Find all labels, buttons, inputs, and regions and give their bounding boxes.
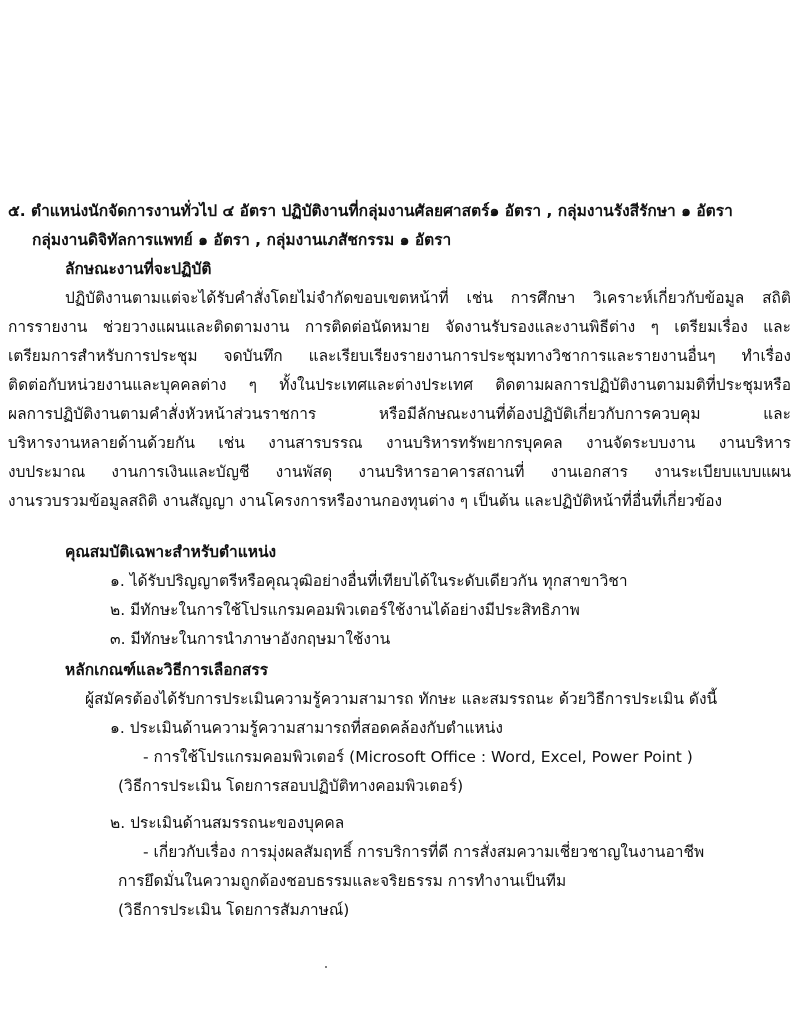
section-heading-line-1: ๕. ตำแหน่งนักจัดการงานทั่วไป ๔ อัตรา ปฏิบัติงานที่กลุ่มงานศัลยศาสตร์๑ อัตรา , กลุ่มงานรังสีรักษา ๑ อัตรา [8, 202, 733, 220]
selection-item-2-detail-line-1: - เกี่ยวกับเรื่อง การมุ่งผลสัมฤทธิ์ การบริการที่ดี การสั่งสมความเชี่ยวชาญในงานอาชีพ [143, 843, 705, 861]
qualification-item-2: ๒. มีทักษะในการใช้โปรแกรมคอมพิวเตอร์ใช้งานได้อย่างมีประสิทธิภาพ [110, 601, 580, 619]
selection-title: หลักเกณฑ์และวิธีการเลือกสรร [65, 661, 269, 679]
selection-item-2-title: ๒. ประเมินด้านสมรรถนะของบุคคล [110, 814, 345, 832]
selection-item-1-title: ๑. ประเมินด้านความรู้ความสามารถที่สอดคล้องกับตำแหน่ง [110, 719, 503, 737]
qualifications-title: คุณสมบัติเฉพาะสำหรับตำแหน่ง [65, 543, 277, 561]
duties-line-6: บริหารงานหลายด้านด้วยกัน เช่น งานสารบรรณ งานบริหารทรัพยากรบุคคล งานจัดระบบงาน งานบริหาร [8, 434, 791, 452]
selection-item-1-method: (วิธีการประเมิน โดยการสอบปฏิบัติทางคอมพิวเตอร์) [118, 777, 464, 795]
selection-item-2-detail-line-2: การยึดมั่นในความถูกต้องชอบธรรมและจริยธรรม การทำงานเป็นทีม [118, 872, 567, 890]
duties-line-1: ปฏิบัติงานตามแต่จะได้รับคำสั่งโดยไม่จำกัดขอบเขตหน้าที่ เช่น การศึกษา วิเคราะห์เกี่ยวกับข้อมูล สถิติ [65, 289, 791, 307]
selection-intro: ผู้สมัครต้องได้รับการประเมินความรู้ความสามารถ ทักษะ และสมรรถนะ ด้วยวิธีการประเมิน ดังนี้ [85, 690, 718, 708]
qualification-item-1: ๑. ได้รับปริญญาตรีหรือคุณวุฒิอย่างอื่นที่เทียบได้ในระดับเดียวกัน ทุกสาขาวิชา [110, 572, 628, 590]
section-heading-line-2: กลุ่มงานดิจิทัลการแพทย์ ๑ อัตรา , กลุ่มงานเภสัชกรรม ๑ อัตรา [32, 231, 452, 249]
duties-line-7: งบประมาณ งานการเงินและบัญชี งานพัสดุ งานบริหารอาคารสถานที่ งานเอกสาร งานระเบียบแบบแผน [8, 463, 791, 481]
duties-line-2: การรายงาน ช่วยวางแผนและติดตามงาน การติดต่อนัดหมาย จัดงานรับรองและงานพิธีต่าง ๆ เตรียมเรื่อง และ [8, 318, 791, 336]
selection-item-2-method: (วิธีการประเมิน โดยการสัมภาษณ์) [118, 901, 350, 919]
qualification-item-3: ๓. มีทักษะในการนำภาษาอังกฤษมาใช้งาน [110, 630, 391, 648]
selection-item-1-detail: - การใช้โปรแกรมคอมพิวเตอร์ (Microsoft Office : Word, Excel, Power Point ) [143, 748, 693, 766]
scan-speck [325, 966, 327, 968]
duties-line-5: ผลการปฏิบัติงานตามคำสั่งหัวหน้าส่วนราชการ หรือมีลักษณะงานที่ต้องปฏิบัติเกี่ยวกับการควบคุม และ [8, 405, 791, 423]
duties-line-3: เตรียมการสำหรับการประชุม จดบันทึก และเรียบเรียงรายงานการประชุมทางวิชาการและรายงานอื่นๆ ทำเรื่อง [8, 347, 791, 365]
duties-line-8: งานรวบรวมข้อมูลสถิติ งานสัญญา งานโครงการหรืองานกองทุนต่าง ๆ เป็นต้น และปฏิบัติหน้าที่อื่นที่เกี่ยวข้อง [8, 492, 723, 510]
duties-title: ลักษณะงานที่จะปฏิบัติ [65, 260, 212, 278]
duties-line-4: ติดต่อกับหน่วยงานและบุคคลต่าง ๆ ทั้งในประเทศและต่างประเทศ ติดตามผลการปฏิบัติงานตามมติที่ประชุมหรือ [8, 376, 791, 394]
